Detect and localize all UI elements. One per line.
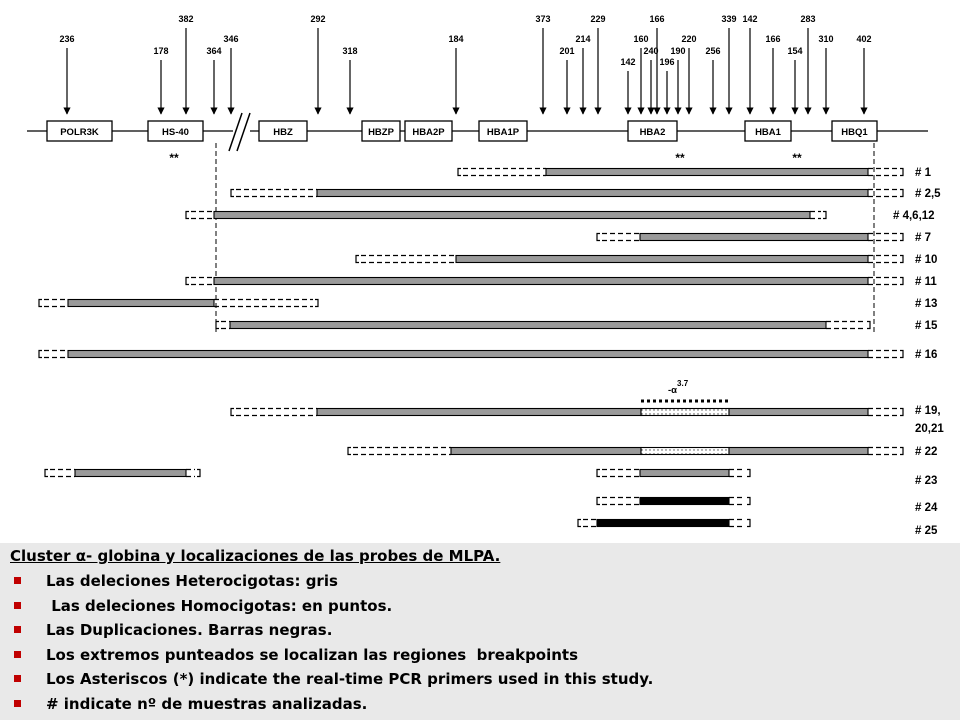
sample-label: # 7 — [915, 232, 931, 244]
legend-item-text: Los Asteriscos (*) indicate the real-time PCR primers used in this study. — [46, 670, 654, 688]
probe-label-240: 240 — [643, 46, 659, 56]
bullet-icon — [14, 651, 21, 658]
breakpoint-bracket-row-14-right — [747, 520, 750, 527]
bullet-icon — [14, 675, 21, 682]
probe-label-310: 310 — [818, 34, 834, 44]
probe-label-364: 364 — [206, 46, 222, 56]
gene-label-hba2: HBA2 — [639, 127, 666, 138]
probe-label-292: 292 — [310, 14, 326, 24]
heterozygous-deletion-bar — [230, 322, 826, 329]
heterozygous-deletion-bar — [214, 278, 868, 285]
breakpoint-bracket-row-6-left — [186, 278, 189, 285]
bullet-icon — [14, 602, 21, 609]
legend-item-text: Las deleciones Heterocigotas: gris — [46, 572, 338, 590]
probe-label-346: 346 — [223, 34, 239, 44]
probe-label-166: 166 — [765, 34, 781, 44]
sample-label: # 24 — [915, 502, 938, 514]
sample-label: # 15 — [915, 320, 938, 332]
breakpoint-bracket-row-1-left — [458, 169, 461, 176]
gene-label-hba1: HBA1 — [755, 127, 781, 138]
probe-label-160: 160 — [633, 34, 649, 44]
heterozygous-deletion-bar — [68, 351, 868, 358]
legend-item-text: Los extremos punteados se localizan las regiones breakpoints — [46, 645, 579, 664]
breakpoint-bracket-row-10-right — [900, 409, 903, 416]
break-mark-1 — [229, 113, 242, 151]
probe-label-178: 178 — [153, 46, 169, 56]
probe-label-220: 220 — [681, 34, 697, 44]
sample-label: # 10 — [915, 254, 938, 266]
breakpoint-bracket-row-11-left — [348, 448, 351, 455]
heterozygous-deletion-bar — [640, 470, 729, 477]
gene-label-hba2p: HBA2P — [412, 127, 445, 138]
breakpoint-bracket-row-7-right — [315, 300, 318, 307]
breakpoint-bracket-row-12-b-left — [597, 470, 600, 477]
breakpoint-bracket-row-3-right — [823, 212, 826, 219]
probe-label-256: 256 — [705, 46, 721, 56]
breakpoint-bracket-row-6-right — [900, 278, 903, 285]
legend-title: Cluster α- globina y localizaciones de las probes de MLPA. — [10, 547, 501, 565]
breakpoint-bracket-row-8-right — [867, 322, 870, 329]
gene-label-hbq1: HBQ1 — [841, 127, 868, 138]
heterozygous-deletion-bar — [317, 190, 868, 197]
break-mark-2 — [237, 113, 250, 151]
breakpoint-bracket-row-12-b-right — [747, 470, 750, 477]
legend-item-sample-number — [10, 694, 653, 719]
bullet-icon — [14, 577, 21, 584]
sample-label: 20,21 — [915, 423, 944, 435]
probe-label-142: 142 — [742, 14, 758, 24]
breakpoint-bracket-row-5-left — [356, 256, 359, 263]
probe-label-236: 236 — [59, 34, 75, 44]
heterozygous-deletion-bar — [546, 169, 868, 176]
probe-label-214: 214 — [575, 34, 591, 44]
sample-label: # 1 — [915, 167, 931, 179]
probe-label-382: 382 — [178, 14, 194, 24]
sample-label: # 2,5 — [915, 188, 941, 200]
breakpoint-bracket-row-13-left — [597, 498, 600, 505]
gene-label-hbzp: HBZP — [368, 127, 394, 138]
gene-label-polr3k: POLR3K — [60, 127, 99, 138]
homozygous-deletion-bar — [641, 409, 729, 416]
legend-item-breakpoints — [10, 645, 653, 670]
probe-label-283: 283 — [800, 14, 816, 24]
heterozygous-deletion-bar — [456, 256, 868, 263]
probe-label-196: 196 — [659, 57, 675, 67]
heterozygous-deletion-bar — [729, 409, 868, 416]
asterisk-marker-hs-40: ** — [169, 151, 179, 165]
heterozygous-deletion-bar — [68, 300, 214, 307]
probe-label-201: 201 — [559, 46, 575, 56]
legend-item-heterozygous — [10, 571, 653, 596]
legend-list — [10, 571, 653, 718]
probe-label-373: 373 — [535, 14, 551, 24]
duplication-bar — [597, 520, 729, 527]
duplication-bar — [640, 498, 729, 505]
legend-item-text: Las deleciones Homocigotas: en puntos. — [46, 596, 393, 615]
breakpoint-bracket-row-4-right — [900, 234, 903, 241]
gene-label-hs-40: HS-40 — [162, 127, 189, 138]
breakpoint-bracket-row-12-left — [45, 470, 48, 477]
probe-label-318: 318 — [342, 46, 358, 56]
sample-label: # 11 — [915, 276, 937, 288]
breakpoint-bracket-row-4-left — [597, 234, 600, 241]
probe-label-402: 402 — [856, 34, 872, 44]
sample-label: # 23 — [915, 475, 938, 487]
legend-item-text: Las Duplicaciones. Barras negras. — [46, 621, 333, 639]
breakpoint-bracket-row-8-left — [216, 322, 219, 329]
deletion-rows — [39, 167, 944, 537]
breakpoint-bracket-row-9-right — [900, 351, 903, 358]
legend-panel — [0, 543, 960, 720]
legend-item-text: # indicate nº de muestras analizadas. — [46, 694, 368, 713]
probe-label-142: 142 — [620, 57, 636, 67]
probe-label-190: 190 — [670, 46, 686, 56]
legend-item-asterisks — [10, 669, 653, 694]
sample-label: # 4,6,12 — [893, 210, 935, 222]
breakpoint-bracket-row-14-left — [578, 520, 581, 527]
heterozygous-deletion-bar — [451, 448, 641, 455]
gene-label-hbz: HBZ — [273, 127, 293, 138]
homozygous-deletion-bar — [641, 448, 729, 455]
sample-label: # 13 — [915, 298, 938, 310]
asterisk-marker-hba2: ** — [675, 151, 685, 165]
probe-label-229: 229 — [590, 14, 606, 24]
probe-label-154: 154 — [787, 46, 803, 56]
breakpoint-bracket-row-2-right — [900, 190, 903, 197]
sample-label: # 16 — [915, 349, 938, 361]
breakpoint-bracket-row-3-left — [186, 212, 189, 219]
sample-label: # 25 — [915, 525, 938, 537]
breakpoint-bracket-row-12-right — [197, 470, 200, 477]
sample-label: # 22 — [915, 446, 938, 458]
alpha37-label: $-\alpha^{3.7}$ — [668, 379, 689, 396]
legend-item-homozygous — [10, 596, 653, 621]
asterisk-marker-hba1: ** — [792, 151, 802, 165]
heterozygous-deletion-bar — [75, 470, 186, 477]
bullet-icon — [14, 626, 21, 633]
gene-label-hba1p: HBA1P — [486, 127, 520, 138]
heterozygous-deletion-bar — [214, 212, 810, 219]
probe-arrows — [59, 14, 871, 114]
breakpoint-bracket-row-1-right — [900, 169, 903, 176]
breakpoint-bracket-row-2-left — [231, 190, 234, 197]
probe-label-339: 339 — [721, 14, 737, 24]
bullet-icon — [14, 700, 21, 707]
heterozygous-deletion-bar — [317, 409, 641, 416]
sample-label: # 19, — [915, 405, 941, 417]
breakpoint-bracket-row-11-right — [900, 448, 903, 455]
heterozygous-deletion-bar — [729, 448, 868, 455]
probe-label-184: 184 — [448, 34, 464, 44]
breakpoint-bracket-row-13-right — [747, 498, 750, 505]
heterozygous-deletion-bar — [640, 234, 868, 241]
legend-item-duplications — [10, 620, 653, 645]
breakpoint-bracket-row-10-left — [231, 409, 234, 416]
breakpoint-bracket-row-5-right — [900, 256, 903, 263]
alpha37-superscript: 3.7 — [677, 379, 689, 388]
probe-label-166: 166 — [649, 14, 665, 24]
breakpoint-bracket-row-9-left — [39, 351, 42, 358]
breakpoint-bracket-row-7-left — [39, 300, 42, 307]
